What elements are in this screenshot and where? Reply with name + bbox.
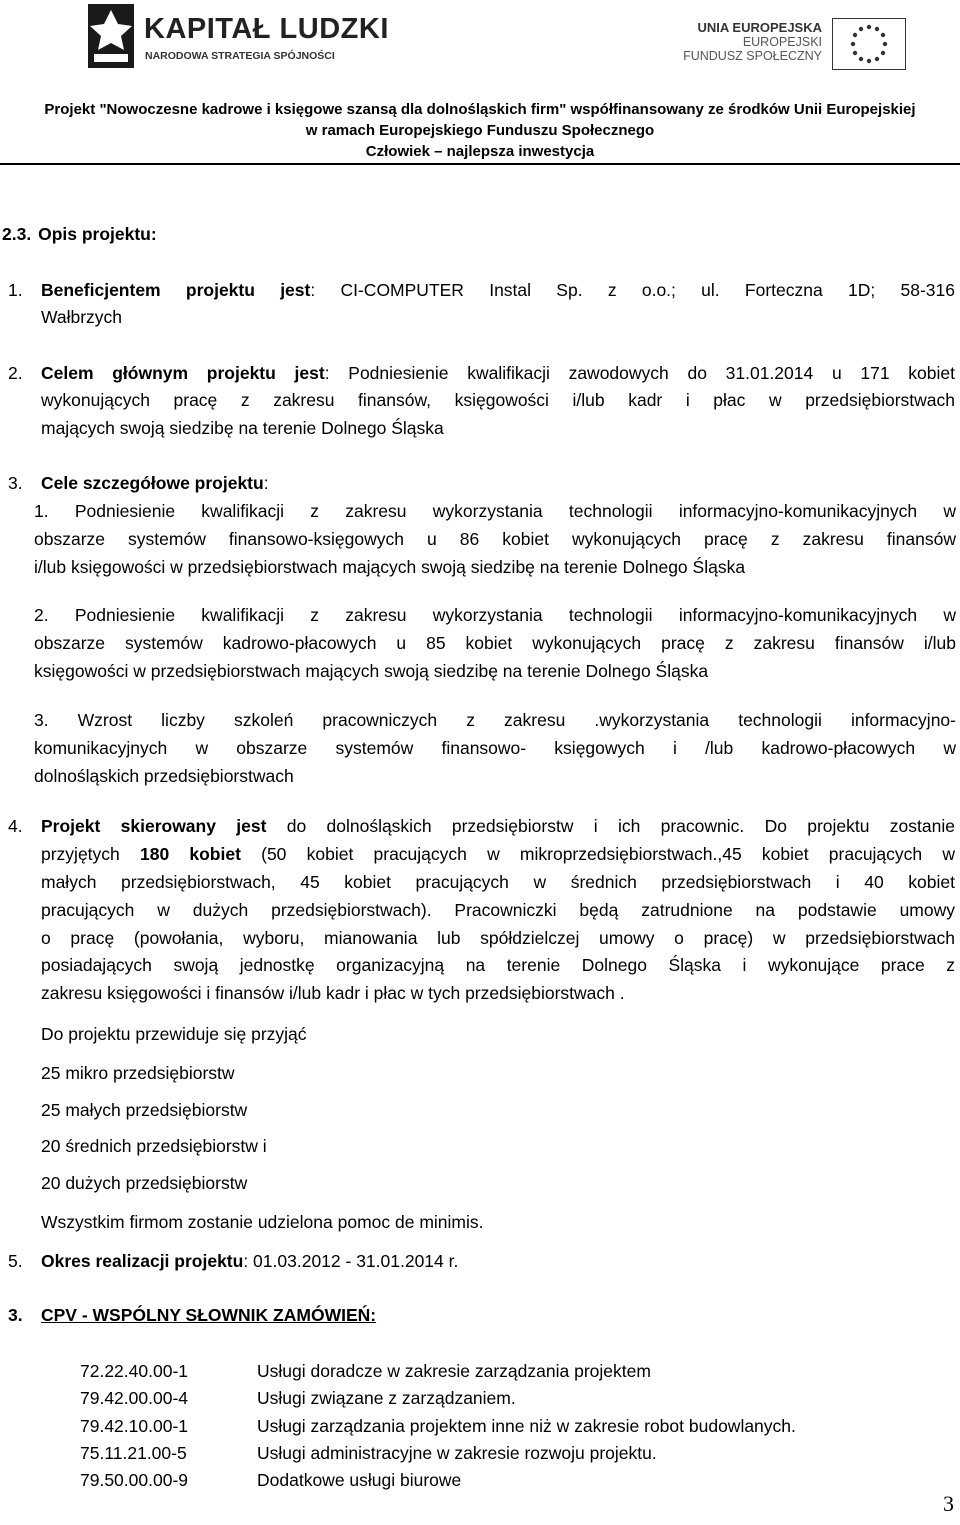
- kapital-ludzki-logo: [88, 4, 389, 70]
- goal-2-line-1: 2. Podniesienie kwalifikacji z zakresu wykorzystania technologii informacyjno-komunikacyjnych w: [34, 605, 956, 625]
- item-2-line-1: [41, 360, 955, 388]
- goal-2-line-3: księgowości w przedsiębiorstwach mających swoją siedzibę na terenie Dolnego Śląska: [34, 661, 709, 681]
- goal-2-line-2: obszarze systemów kadrowo-płacowych u 85 kobiet wykonujących pracę z zakresu finansów i/lub: [34, 633, 956, 653]
- cpv-code: 79.50.00.00-9: [80, 1470, 189, 1490]
- item-3-colon: :: [263, 473, 269, 493]
- item-4-line-1-text: do dolnośląskich przedsiębiorstw i ich pracownic. Do projektu zostanie: [266, 816, 955, 836]
- item-4-women-count: 180 kobiet: [139, 844, 241, 864]
- cpv-description: Usługi administracyjne w zakresie rozwoju projektu.: [257, 1443, 657, 1463]
- cpv-description: Usługi związane z zarządzaniem.: [257, 1388, 516, 1408]
- item-4-line-6: posiadających swoją jednostkę organizacyjną na terenie Dolnego Śląska i wykonujące prace z: [41, 955, 955, 975]
- cpv-code: 79.42.10.00-1: [80, 1416, 189, 1436]
- goal-3-line-2: komunikacyjnych w obszarze systemów finansowo- księgowych i /lub kadrowo-płacowych w: [34, 738, 956, 758]
- item-4-number: 4.: [8, 816, 23, 836]
- cpv-description: Usługi zarządzania projektem inne niż w zakresie robot budowlanych.: [257, 1416, 796, 1436]
- kapital-ludzki-emblem-icon: [88, 4, 134, 68]
- item-4-line-1: [41, 813, 955, 841]
- item-5-value: : 01.03.2012 - 31.01.2014 r.: [243, 1251, 459, 1271]
- kapital-ludzki-subtitle: NARODOWA STRATEGIA SPÓJNOŚCI: [145, 50, 335, 62]
- item-1-number: 1.: [8, 280, 23, 300]
- item-2-value: : Podniesienie kwalifikacji zawodowych do 31.01.2014 u 171 kobiet: [324, 363, 956, 383]
- item-3-heading: [41, 470, 269, 497]
- eu-logo-text: [683, 20, 822, 63]
- goal-1-line-2: obszarze systemów finansowo-księgowych u 86 kobiet wykonujących pracę z zakresu finansów: [34, 529, 956, 549]
- section-heading: [2, 221, 157, 248]
- project-funding-line: w ramach Europejskiego Funduszu Społecznego: [305, 122, 655, 139]
- item-4-line-4: pracujących w dużych przedsiębiorstwach). Pracowniczki będą zatrudnione na podstawie umowy: [41, 900, 955, 920]
- item-1-line-1: [41, 277, 955, 305]
- cpv-description: Usługi doradcze w zakresie zarządzania projektem: [257, 1361, 651, 1381]
- item-4-line-2-post: (50 kobiet pracujących w mikroprzedsiębiorstwach.,45 kobiet pracujących w: [240, 844, 955, 864]
- goal-3-line-3: dolnośląskich przedsiębiorstwach: [34, 766, 294, 786]
- intake-intro: Do projektu przewiduje się przyjąć: [41, 1024, 307, 1044]
- item-1-value: : CI-COMPUTER Instal Sp. z o.o.; ul. Forteczna 1D; 58-316: [310, 280, 955, 300]
- item-5-number: 5.: [8, 1251, 23, 1271]
- intake-medium: 20 średnich przedsiębiorstw i: [41, 1136, 267, 1156]
- section-title: Opis projektu:: [38, 224, 157, 244]
- project-motto-line: Człowiek – najlepsza inwestycja: [365, 143, 595, 160]
- goal-1-line-1: 1. Podniesienie kwalifikacji z zakresu wykorzystania technologii informacyjno-komunikacyjnych w: [34, 501, 956, 521]
- eu-logo-line3: FUNDUSZ SPOŁECZNY: [683, 49, 822, 63]
- section-number: 2.3.: [2, 224, 32, 244]
- intake-micro: 25 mikro przedsiębiorstw: [41, 1063, 235, 1083]
- project-title-line: Projekt "Nowoczesne kadrowe i księgowe szansą dla dolnośląskich firm" współfinansowany ze środków Unii Europejskiej: [44, 101, 916, 118]
- item-1-line-2: Wałbrzych: [41, 307, 123, 327]
- de-minimis-note: Wszystkim firmom zostanie udzielona pomoc de minimis.: [41, 1212, 484, 1232]
- cpv-heading: CPV - WSPÓLNY SŁOWNIK ZAMÓWIEŃ:: [41, 1305, 377, 1325]
- item-2-label: Celem głównym projektu jest: [41, 363, 325, 383]
- intake-small: 25 małych przedsiębiorstw: [41, 1100, 248, 1120]
- item-4-line-2: [41, 841, 955, 869]
- intake-large: 20 dużych przedsiębiorstw: [41, 1173, 248, 1193]
- item-4-line-2-pre: przyjętych: [41, 844, 140, 864]
- cpv-number: 3.: [8, 1305, 23, 1325]
- item-4-label: Projekt skierowany jest: [41, 816, 267, 836]
- item-4-line-3: małych przedsiębiorstwach, 45 kobiet pracujących w średnich przedsiębiorstwach i 40 kobiet: [41, 872, 955, 892]
- item-4-line-5: o pracę (powołania, wyboru, mianowania lub spółdzielczej umowy o pracę) w przedsiębiorstwach: [41, 928, 955, 948]
- cpv-code: 79.42.00.00-4: [80, 1388, 189, 1408]
- header-divider: [0, 163, 960, 165]
- item-3-number: 3.: [8, 473, 23, 493]
- eu-logo-line2: EUROPEJSKI: [742, 35, 822, 49]
- goal-3-line-1: 3. Wzrost liczby szkoleń pracowniczych z zakresu .wykorzystania technologii informacyjno-: [34, 710, 956, 730]
- cpv-code: 72.22.40.00-1: [80, 1361, 189, 1381]
- item-5-label: Okres realizacji projektu: [41, 1251, 244, 1271]
- goal-1-line-3: i/lub księgowości w przedsiębiorstwach mających swoją siedzibę na terenie Dolnego Śląska: [34, 557, 746, 577]
- eu-flag-icon: [832, 18, 906, 70]
- item-5-line: [41, 1248, 458, 1275]
- page-number: 3: [943, 1491, 954, 1516]
- cpv-description: Dodatkowe usługi biurowe: [257, 1470, 462, 1490]
- cpv-code: 75.11.21.00-5: [80, 1443, 187, 1463]
- item-2-line-3: mających swoją siedzibę na terenie Dolnego Śląska: [41, 418, 444, 438]
- eu-logo-line1: UNIA EUROPEJSKA: [697, 20, 822, 35]
- item-1-label: Beneficjentem projektu jest: [41, 280, 311, 300]
- item-4-line-7: zakresu księgowości i finansów i/lub kadr i płac w tych przedsiębiorstwach .: [41, 983, 625, 1003]
- eu-logo: [666, 18, 906, 72]
- kapital-ludzki-title: KAPITAŁ LUDZKI: [144, 13, 389, 45]
- item-2-line-2: wykonujących pracę z zakresu finansów, księgowości i/lub kadr i płac w przedsiębiorstwach: [41, 390, 955, 410]
- item-2-number: 2.: [8, 363, 23, 383]
- document-header: [0, 0, 960, 165]
- item-3-label: Cele szczegółowe projektu: [41, 473, 264, 493]
